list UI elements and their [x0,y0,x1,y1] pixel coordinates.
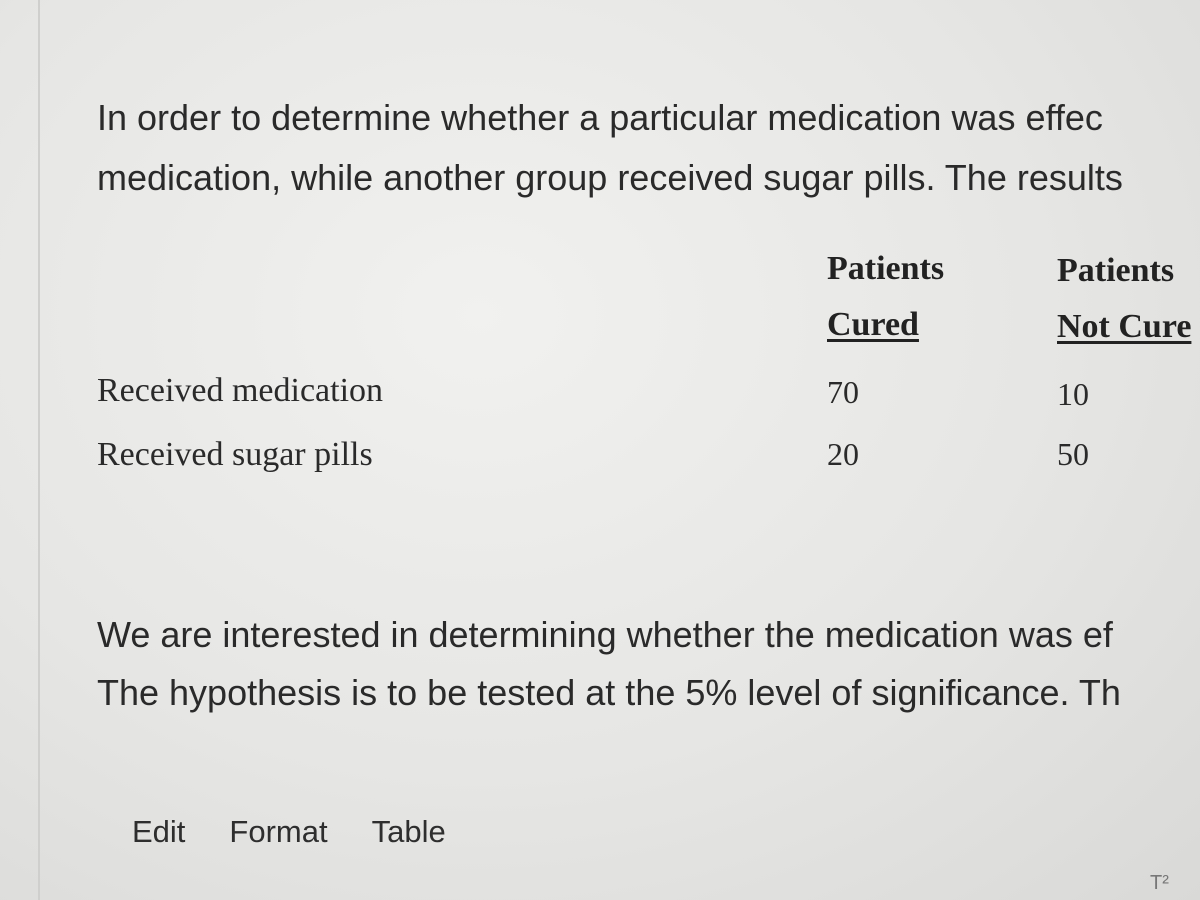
menu-edit[interactable]: Edit [132,814,186,849]
row-label-sugar-pills: Received sugar pills [97,436,373,473]
question-line-1: We are interested in determining whether the medication was ef [97,614,1113,655]
column-header-cured-line2: Cured [827,306,919,343]
column-header-cured [827,250,944,344]
editor-menubar [132,814,446,850]
question-line-2: The hypothesis is to be tested at the 5% level of significance. Th [97,672,1121,713]
superscript-button[interactable]: T² [1150,872,1169,894]
menu-format[interactable]: Format [229,814,328,849]
content-border [38,0,40,900]
column-header-not-cured [1057,252,1191,346]
cell-sugar-pills-not-cured: 50 [1057,436,1089,472]
contingency-table [97,250,1200,490]
intro-line-2: medication, while another group received sugar pills. The results [97,157,1123,198]
problem-question [97,606,1200,722]
row-label-medication: Received medication [97,372,384,409]
intro-line-1: In order to determine whether a particular medication was effec [97,97,1103,138]
column-header-not-cured-line1: Patients [1057,252,1175,289]
menu-table[interactable]: Table [371,814,446,849]
cell-medication-cured: 70 [827,374,859,410]
problem-intro [97,88,1200,208]
cell-medication-not-cured: 10 [1057,376,1089,412]
column-header-not-cured-line2: Not Cure [1057,308,1192,345]
cell-sugar-pills-cured: 20 [827,436,859,472]
column-header-cured-line1: Patients [827,250,945,287]
